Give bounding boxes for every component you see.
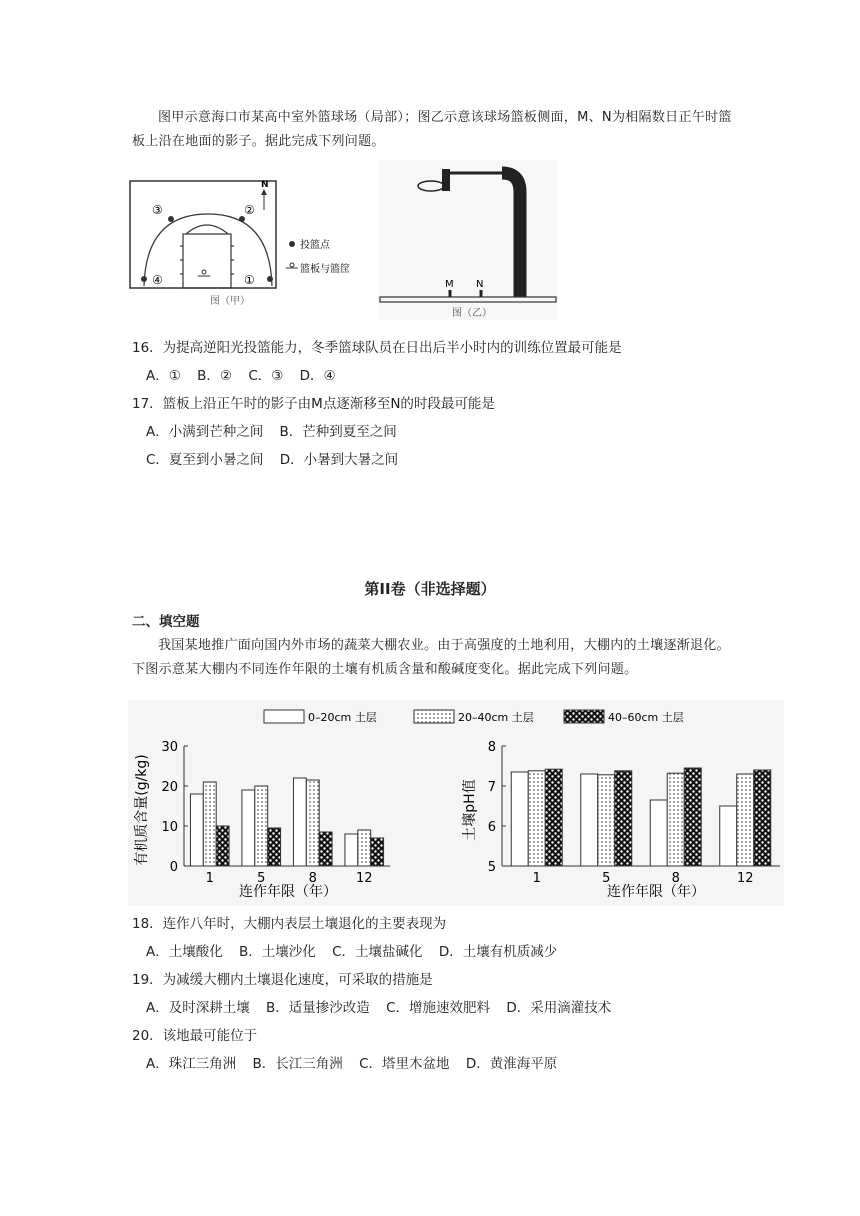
option: B．土壤沙化: [239, 944, 316, 960]
free-throw-lane: [183, 234, 231, 288]
position-3-label: ③: [152, 203, 163, 217]
soil-charts: [128, 700, 784, 906]
option: D．④: [299, 368, 336, 384]
hoop-icon: [198, 270, 210, 276]
option: A．小满到芒种之间: [146, 424, 264, 440]
option: D．土壤有机质减少: [438, 944, 558, 960]
chart1-x-tick-label: 12: [355, 871, 373, 886]
legend-swatch-2: [564, 710, 604, 723]
north-arrow-icon: [261, 189, 267, 210]
question-20-stem: 20．该地最可能位于: [132, 1028, 258, 1044]
figure-jia: [128, 178, 350, 310]
option: C．夏至到小暑之间: [146, 452, 264, 468]
figure-yi: [378, 160, 558, 320]
free-throw-arc: [186, 225, 228, 234]
chart2-bar: [737, 774, 754, 866]
chart1-bar: [242, 790, 255, 866]
chart2-bar: [720, 806, 737, 866]
label-n: N: [476, 279, 484, 290]
intro-paragraph-1: 图甲示意海口市某高中室外篮球场（局部）；图乙示意该球场篮板侧面，M、N为相隔数日正午时篮板上沿在地面的影子。据此完成下列问题。: [132, 110, 732, 149]
dot-icon: [289, 241, 295, 247]
option: A．及时深耕土壤: [146, 1000, 250, 1016]
option: A．珠江三角洲: [146, 1056, 237, 1072]
chart1-x-tick-label: 5: [257, 871, 266, 886]
legend-label-2: 40–60cm 土层: [608, 711, 684, 724]
question-19-stem: 19．为减缓大棚内土壤退化速度，可采取的措施是: [132, 972, 433, 988]
label-m: M: [445, 279, 454, 290]
question-16-options: [146, 366, 346, 386]
chart1-x-tick-label: 1: [205, 871, 214, 886]
chart1-bar: [203, 782, 216, 866]
intro-paragraph-2: 我国某地推广面向国内外市场的蔬菜大棚农业。由于高强度的土地利用，大棚内的土壤逐渐退化。下图示意某大棚内不同连作年限的土壤有机质含量和酸碱度变化。据此完成下列问题。: [132, 638, 730, 677]
chart1-y-tick-label: 10: [161, 820, 178, 835]
chart1-bar: [268, 828, 281, 866]
option: C．③: [248, 368, 284, 384]
chart1-y-tick-label: 30: [161, 740, 178, 755]
chart2-bar: [667, 773, 684, 866]
option: C．土壤盐碱化: [332, 944, 423, 960]
figure-yi-caption: 图（乙）: [452, 308, 492, 319]
chart2-x-tick-label: 1: [532, 871, 541, 886]
option: B．长江三角洲: [252, 1056, 343, 1072]
chart1-x-tick-label: 8: [308, 871, 317, 886]
chart2-bar: [511, 772, 528, 866]
chart2-bar: [754, 770, 771, 866]
chart2-y-tick-label: 5: [487, 860, 496, 875]
option: B．②: [197, 368, 233, 384]
chart2-bar: [545, 769, 562, 866]
chart1-x-label: 连作年限（年）: [239, 884, 337, 900]
question-19-options: [146, 998, 621, 1018]
position-2-label: ②: [244, 203, 255, 217]
legend-swatch-1: [414, 710, 454, 723]
chart1-bar: [293, 778, 306, 866]
question-18-options: [146, 942, 567, 962]
chart2-y-tick-label: 7: [487, 780, 496, 795]
question-18-stem: 18．连作八年时，大棚内表层土壤退化的主要表现为: [132, 916, 447, 932]
legend-label-0: 0–20cm 土层: [308, 711, 377, 724]
question-17-stem: 17．篮板上沿正午时的影子由M点逐渐移至N的时段最可能是: [132, 396, 495, 412]
option: A．土壤酸化: [146, 944, 223, 960]
chart2-x-label: 连作年限（年）: [607, 884, 705, 900]
chart2-bar: [581, 774, 598, 866]
question-16-stem: 16．为提高逆阳光投篮能力，冬季篮球队员在日出后半小时内的训练位置最可能是: [132, 340, 622, 356]
option: C．塔里木盆地: [359, 1056, 450, 1072]
north-label: N: [261, 180, 269, 190]
section-title: 二、填空题: [132, 614, 200, 630]
chart1-y-label: 有机质含量(g/kg): [134, 754, 150, 866]
chart1-bar: [371, 838, 384, 866]
legend-label-1: 20–40cm 土层: [458, 711, 534, 724]
chart1-bar: [358, 830, 371, 866]
legend-hoop: 篮板与篮筐: [300, 264, 350, 275]
option: A．①: [146, 368, 181, 384]
question-17-options-row2: [146, 450, 408, 470]
chart2-bar: [615, 771, 632, 866]
option: D．黄淮海平原: [465, 1056, 558, 1072]
option: D．采用滴灌技术: [506, 1000, 612, 1016]
option: C．增施速效肥料: [386, 1000, 491, 1016]
chart2-x-tick-label: 12: [736, 871, 754, 886]
chart1-bar: [319, 832, 332, 866]
chart1-bar: [306, 780, 319, 866]
part-2-title: 第II卷（非选择题）: [364, 580, 496, 598]
chart1-bar: [255, 786, 268, 866]
chart2-bar: [684, 768, 701, 866]
option: D．小暑到大暑之间: [279, 452, 399, 468]
legend-shooting-point: 投篮点: [300, 240, 330, 251]
chart1-y-tick-label: 0: [169, 860, 178, 875]
question-17-options-row1: [146, 422, 407, 442]
chart2-x-tick-label: 5: [602, 871, 611, 886]
chart2-x-tick-label: 8: [671, 871, 680, 886]
question-20-options: [146, 1054, 567, 1074]
chart1-y-tick-label: 20: [161, 780, 178, 795]
chart2-bar: [528, 771, 545, 866]
option: B．适量掺沙改造: [266, 1000, 370, 1016]
position-4-label: ④: [152, 273, 163, 287]
chart2-y-tick-label: 6: [487, 820, 496, 835]
chart2-y-tick-label: 8: [487, 740, 496, 755]
position-1-label: ①: [244, 273, 255, 287]
option: B．芒种到夏至之间: [279, 424, 397, 440]
chart2-bar: [650, 800, 667, 866]
chart1-bar: [345, 834, 358, 866]
chart2-bar: [598, 775, 615, 866]
legend-swatch-0: [264, 710, 304, 723]
chart1-bar: [190, 794, 203, 866]
chart2-y-label: 土壤pH值: [462, 779, 478, 841]
chart1-bar: [216, 826, 229, 866]
figure-jia-caption: 图（甲）: [210, 296, 250, 307]
